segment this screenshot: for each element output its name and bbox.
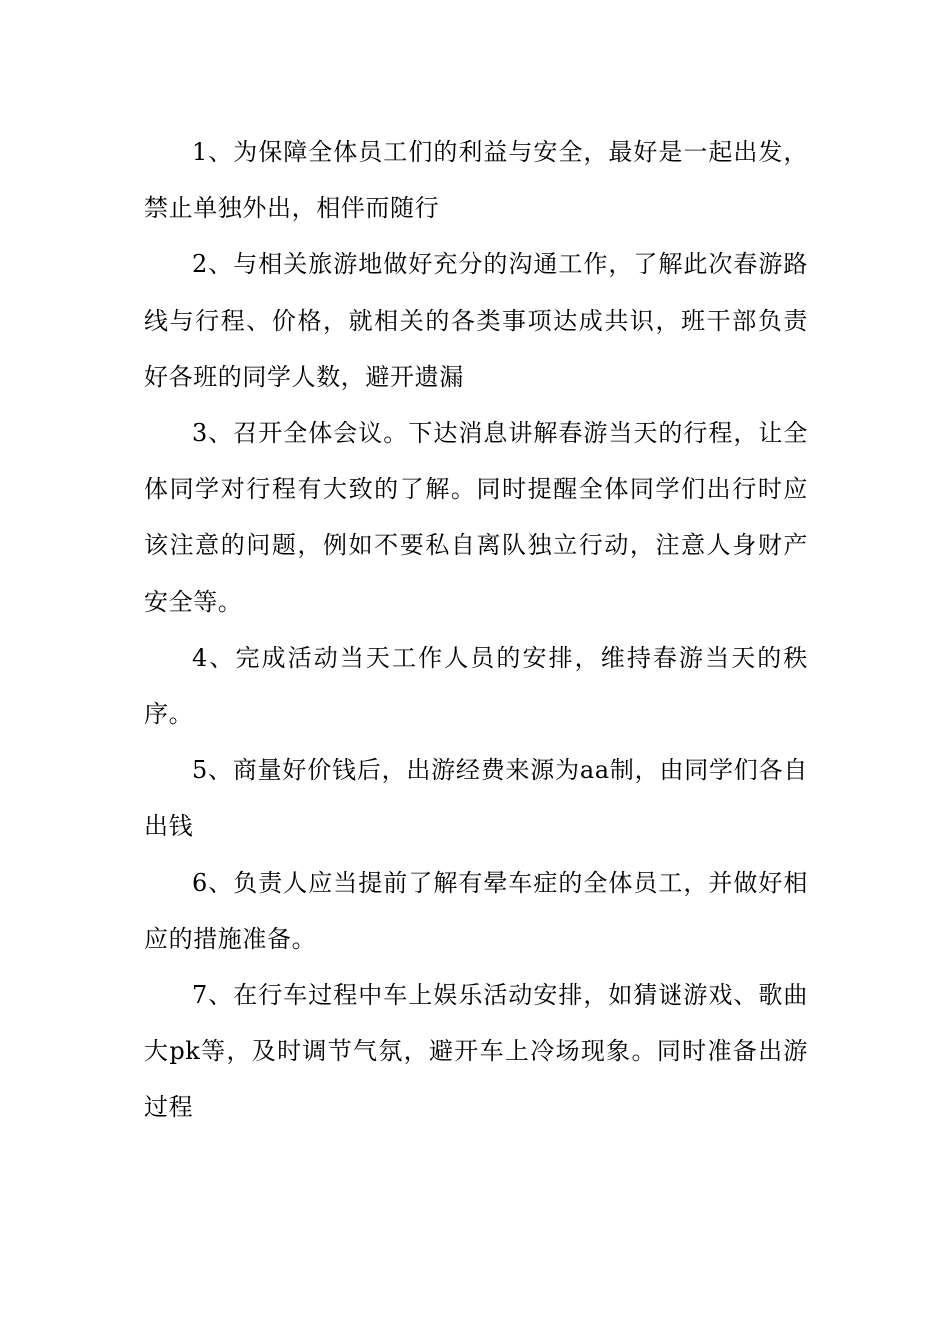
paragraph-6: 6、负责人应当提前了解有晕车症的全体员工，并做好相应的措施准备。	[144, 868, 808, 953]
paragraph-4: 4、完成活动当天工作人员的安排，维持春游当天的秩序。	[144, 643, 808, 729]
document-body	[144, 124, 808, 1136]
paragraph-5: 5、商量好价钱后，出游经费来源为aa制，由同学们各自出钱	[144, 756, 808, 841]
paragraph-1: 1、为保障全体员工们的利益与安全，最好是一起出发，禁止单独外出，相伴而随行	[144, 138, 808, 223]
paragraph-2: 2、与相关旅游地做好充分的沟通工作，了解此次春游路线与行程、价格，就相关的各类事项达成共识，班干部负责好各班的同学人数，避开遗漏	[144, 250, 808, 391]
paragraph-3: 3、召开全体会议。下达消息讲解春游当天的行程，让全体同学对行程有大致的了解。同时提醒全体同学们出行时应该注意的问题，例如不要私自离队独立行动，注意人身财产安全等。	[144, 419, 808, 616]
paragraph-7: 7、在行车过程中车上娱乐活动安排，如猜谜游戏、歌曲大pk等，及时调节气氛，避开车上冷场现象。同时准备出游过程	[144, 981, 808, 1122]
